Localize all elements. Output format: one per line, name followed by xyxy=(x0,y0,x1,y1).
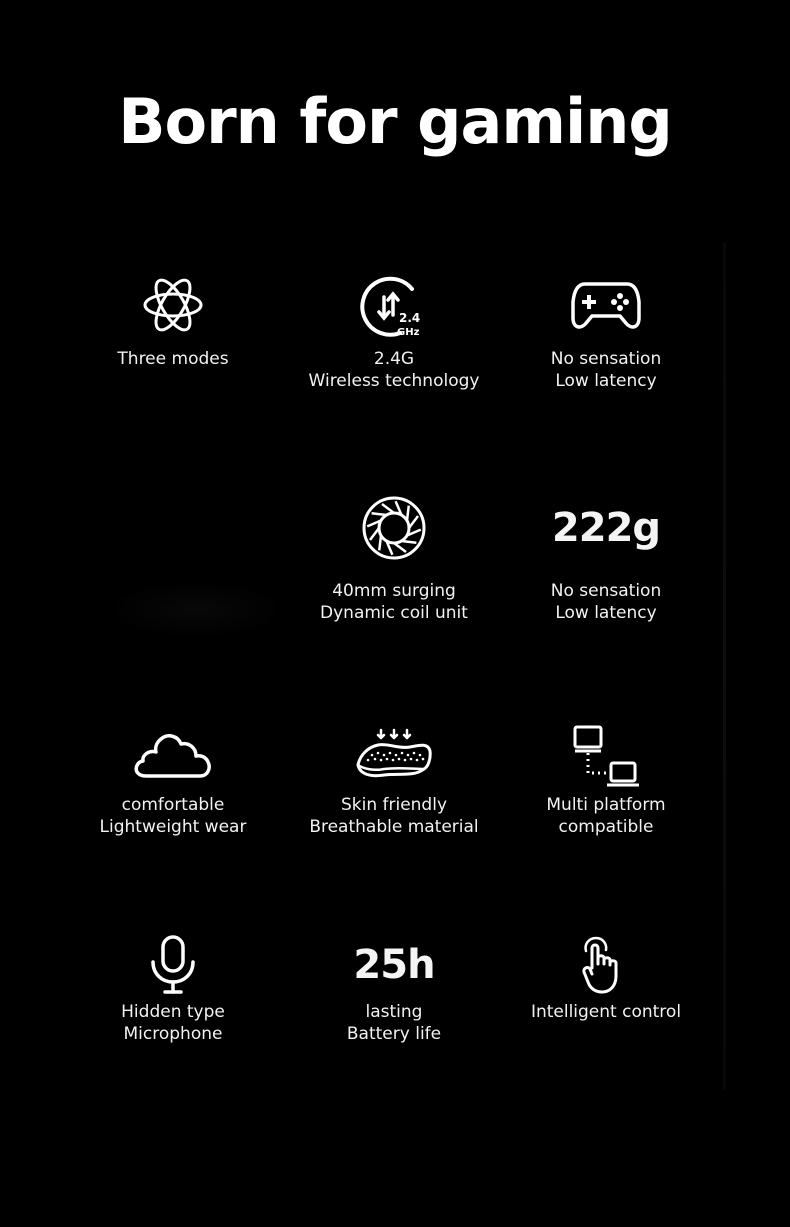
edge-divider xyxy=(723,243,726,1090)
feature-three-modes xyxy=(63,265,283,415)
feature-driver xyxy=(284,488,504,638)
feature-comfort xyxy=(63,715,283,865)
feature-label: Intelligent control xyxy=(530,1002,682,1022)
feature-microphone xyxy=(63,925,283,1075)
multi-device-icon xyxy=(566,715,646,795)
feature-latency xyxy=(496,265,716,415)
page-title: Born for gaming xyxy=(118,85,672,158)
feature-battery xyxy=(284,925,504,1075)
cloud-icon xyxy=(133,715,213,795)
feature-weight xyxy=(496,488,716,638)
cushion-icon xyxy=(354,715,434,795)
feature-platform xyxy=(496,715,716,865)
feature-material xyxy=(284,715,504,865)
battery-hours-text-icon: 25h xyxy=(353,942,435,988)
wireless-2-4ghz-icon xyxy=(354,265,434,345)
feature-label: No sensation Low latency xyxy=(550,349,662,391)
svg-text:2.4: 2.4 xyxy=(399,311,421,325)
gamepad-icon xyxy=(566,265,646,345)
touch-hand-icon xyxy=(566,925,646,1005)
feature-label: No sensation Low latency xyxy=(550,581,662,623)
feature-label: Hidden type Microphone xyxy=(121,1002,225,1044)
faded-placeholder xyxy=(116,585,276,635)
svg-text:GHz: GHz xyxy=(397,327,420,338)
feature-label: lasting Battery life xyxy=(346,1002,442,1044)
microphone-icon xyxy=(133,925,213,1005)
feature-label: Multi platform compatible xyxy=(546,795,666,837)
speaker-driver-icon xyxy=(354,488,434,568)
feature-label: Skin friendly Breathable material xyxy=(309,795,479,837)
atom-icon xyxy=(133,265,213,345)
feature-wireless xyxy=(284,265,504,415)
feature-control xyxy=(496,925,716,1075)
feature-label: comfortable Lightweight wear xyxy=(99,795,247,837)
feature-label: Three modes xyxy=(117,349,229,369)
feature-label: 2.4G Wireless technology xyxy=(308,349,480,391)
weight-text-icon: 222g xyxy=(551,505,661,551)
feature-label: 40mm surging Dynamic coil unit xyxy=(320,581,468,623)
